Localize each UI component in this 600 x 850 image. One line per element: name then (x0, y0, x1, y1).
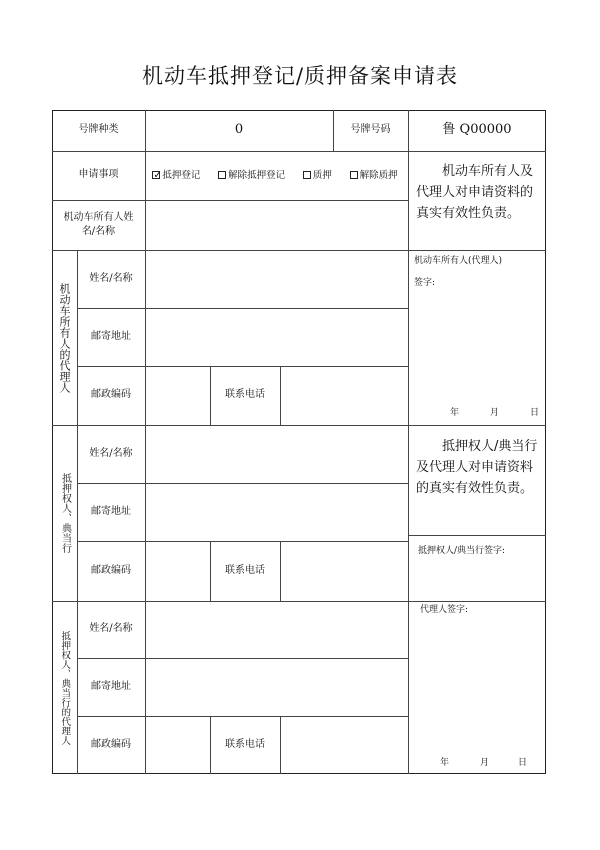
owner-agent-phone-value[interactable] (280, 366, 408, 425)
pledgee-name-value[interactable] (145, 425, 408, 483)
pledgee-agent-name-value[interactable] (145, 601, 408, 658)
owner-sign-day: 日 (530, 408, 540, 419)
pledgee-agent-address-label: 邮寄地址 (91, 680, 131, 692)
owner-name-value[interactable] (145, 200, 408, 250)
pledgee-sign-area[interactable] (414, 564, 540, 598)
owner-agent-section-label: 机动车所有人的代理人 (58, 282, 71, 393)
owner-sign-label: 机动车所有人(代理人) (414, 256, 503, 267)
pledgee-postal-label: 邮政编码 (91, 564, 131, 576)
checkbox-icon (303, 171, 311, 179)
owner-agent-postal-value[interactable] (145, 366, 210, 425)
pledgee-agent-sign-year: 年 (440, 758, 450, 769)
option-release-mortgage[interactable]: 解除抵押登记 (218, 169, 285, 183)
owner-agent-name-value[interactable] (145, 250, 408, 308)
pledgee-agent-sign-month: 月 (480, 758, 490, 769)
owner-sign-area[interactable] (414, 296, 540, 396)
pledgee-phone-label: 联系电话 (225, 564, 265, 576)
apply-item-label: 申请事项 (78, 169, 119, 181)
pledgee-agent-phone-label: 联系电话 (225, 738, 265, 750)
form-title: 机动车抵押登记/质押备案申请表 (141, 64, 459, 88)
pledgee-agent-phone-value[interactable] (280, 716, 408, 774)
pledgee-name-label: 姓名/名称 (89, 447, 133, 459)
option-pledge[interactable]: 质押 (303, 169, 332, 183)
plate-type-label: 号牌种类 (78, 124, 119, 136)
pledgee-agent-postal-label: 邮政编码 (91, 738, 131, 750)
apply-options (145, 151, 408, 200)
owner-declaration: 机动车所有人及代理人对申请资料的真实有效性负责。 (416, 164, 534, 221)
owner-agent-address-value[interactable] (145, 308, 408, 366)
pledgee-agent-sign-area[interactable] (414, 624, 540, 744)
pledgee-agent-name-label: 姓名/名称 (89, 623, 133, 635)
option-release-pledge[interactable]: 解除质押 (350, 169, 398, 183)
plate-number-label: 号牌号码 (350, 124, 391, 136)
owner-sign-year: 年 (450, 408, 460, 419)
owner-sign-month: 月 (490, 408, 500, 419)
pledgee-address-label: 邮寄地址 (91, 505, 131, 517)
pledgee-agent-sign-day: 日 (518, 758, 528, 769)
pledgee-agent-sign-label: 代理人签字: (420, 605, 469, 616)
pledgee-agent-postal-value[interactable] (145, 716, 210, 774)
checkbox-icon (218, 171, 226, 179)
owner-agent-name-label: 姓名/名称 (89, 272, 133, 284)
owner-agent-phone-label: 联系电话 (225, 389, 265, 401)
pledgee-sign-label: 抵押权人/典当行签字: (418, 546, 506, 557)
pledgee-agent-address-value[interactable] (145, 658, 408, 716)
owner-sign-colon: 签字: (414, 278, 436, 289)
pledgee-section-label: 抵押权人、典当行 (59, 473, 71, 553)
owner-name-label: 机动车所有人姓名/名称 (63, 211, 134, 237)
checkbox-icon (350, 171, 358, 179)
option-mortgage-registration[interactable]: ✓ 抵押登记 (153, 169, 201, 182)
plate-number-value[interactable]: 鲁 Q00000 (442, 122, 512, 138)
pledgee-address-value[interactable] (145, 483, 408, 541)
pledgee-declaration: 抵押权人/典当行及代理人对申请资料的真实有效性负责。 (416, 439, 538, 496)
pledgee-phone-value[interactable] (280, 541, 408, 601)
pledgee-postal-value[interactable] (145, 541, 210, 601)
pledgee-agent-section-label: 抵押权人、典当行的代理人 (59, 630, 71, 745)
owner-agent-address-label: 邮寄地址 (91, 330, 131, 342)
owner-agent-postal-label: 邮政编码 (91, 389, 131, 401)
checkbox-checked-icon: ✓ (153, 170, 162, 182)
plate-type-value[interactable]: 0 (234, 122, 244, 138)
